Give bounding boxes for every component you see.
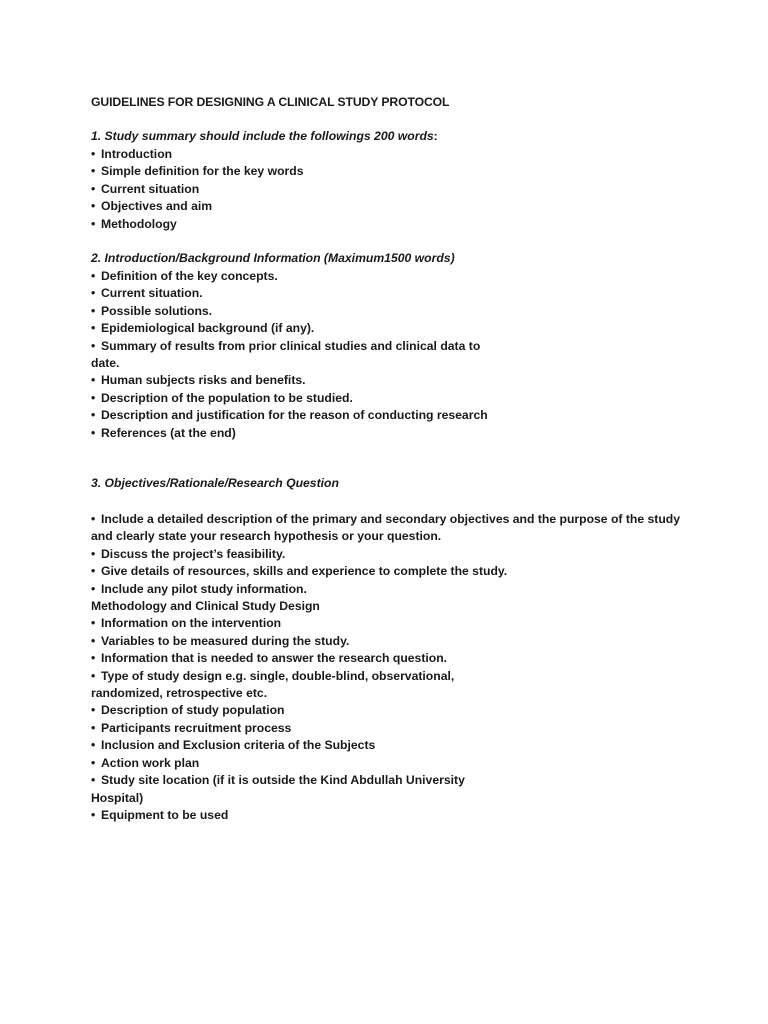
list-item-text: Epidemiological background (if any). (101, 321, 315, 336)
section-1-heading-colon: : (433, 129, 438, 143)
list-item (91, 563, 711, 580)
list-item (91, 320, 711, 337)
list-item-continuation (91, 355, 711, 372)
list-item-text: Include a detailed description of the primary and secondary objectives and the purpose of the study (101, 512, 681, 526)
list-item (91, 807, 711, 824)
list-item-text: Introduction (101, 147, 173, 161)
section-1-heading-text: 1. Study summary should include the followings 200 words (91, 129, 434, 143)
bullet: • (91, 269, 96, 283)
bullet: • (91, 755, 96, 770)
bullet: • (91, 581, 96, 596)
list-item (91, 668, 711, 685)
list-item-continuation (91, 790, 711, 807)
list-item (91, 303, 711, 320)
list-item-text: Definition of the key concepts. (101, 269, 278, 283)
list-item (91, 737, 711, 754)
list-item (91, 702, 711, 719)
list-item (91, 425, 711, 442)
list-item-text: Description of study population (101, 703, 285, 718)
bullet: • (91, 425, 96, 440)
section-1-heading (91, 129, 438, 143)
list-item-text: Current situation (101, 181, 200, 196)
section-2-list (91, 268, 711, 442)
list-item-continuation (91, 685, 711, 702)
bullet: • (91, 338, 96, 353)
list-item-text: Action work plan (101, 755, 200, 770)
list-item (91, 390, 711, 407)
list-item (91, 615, 711, 632)
bullet: • (91, 616, 96, 631)
list-item-text: Description and justification for the reason of conducting research (101, 408, 488, 423)
bullet: • (91, 408, 96, 423)
list-item-text: date. (91, 356, 120, 371)
list-item-text: Information on the intervention (101, 616, 282, 631)
list-item (91, 181, 711, 198)
bullet: • (91, 164, 96, 179)
list-item-text: Simple definition for the key words (101, 164, 304, 179)
list-item (91, 285, 711, 302)
bullet: • (91, 703, 96, 718)
section-2-heading: 2. Introduction/Background Information (Maximum1500 words) (91, 251, 455, 265)
list-item (91, 581, 711, 598)
bullet: • (91, 738, 96, 753)
list-item-text: Methodology (101, 216, 177, 231)
bullet: • (91, 807, 96, 822)
list-item-text: Study site location (if it is outside the Kind Abdullah University (101, 773, 465, 788)
list-item (91, 633, 711, 650)
list-item (91, 268, 711, 285)
list-item-text: Variables to be measured during the study. (101, 633, 350, 648)
list-item (91, 372, 711, 389)
list-item-text: Inclusion and Exclusion criteria of the Subjects (101, 738, 376, 753)
bullet: • (91, 286, 96, 301)
bullet: • (91, 651, 96, 666)
list-item-text: Participants recruitment process (101, 720, 292, 735)
list-item-text: Type of study design e.g. single, double-blind, observational, (101, 668, 455, 683)
list-item (91, 720, 711, 737)
list-item (91, 163, 711, 180)
bullet: • (91, 546, 96, 561)
document-title: GUIDELINES FOR DESIGNING A CLINICAL STUDY PROTOCOL (91, 95, 450, 109)
list-item-text: Information that is needed to answer the research question. (101, 651, 448, 666)
bullet: • (91, 720, 96, 735)
section-3-heading: 3. Objectives/Rationale/Research Question (91, 476, 339, 490)
list-item-text: Hospital) (91, 790, 144, 805)
list-item (91, 407, 711, 424)
list-item (91, 772, 711, 789)
bullet: • (91, 390, 96, 405)
bullet: • (91, 303, 96, 318)
list-item-text: Description of the population to be studied. (101, 390, 353, 405)
list-item-continuation (91, 528, 711, 545)
list-item-text: Discuss the project’s feasibility. (101, 546, 286, 561)
list-item (91, 216, 711, 233)
list-item-text: Objectives and aim (101, 199, 213, 214)
list-item-text: Include any pilot study information. (101, 581, 307, 596)
list-item-text: Human subjects risks and benefits. (101, 373, 306, 388)
list-item-text: Possible solutions. (101, 303, 213, 318)
list-item-text: and clearly state your research hypothesis or your question. (91, 529, 442, 544)
bullet: • (91, 773, 96, 788)
list-item-text: Methodology and Clinical Study Design (91, 599, 320, 614)
list-item-text: References (at the end) (101, 425, 236, 440)
bullet: • (91, 564, 96, 579)
bullet: • (91, 633, 96, 648)
list-item (91, 511, 711, 528)
list-item-text: Equipment to be used (101, 807, 229, 822)
list-item (91, 546, 711, 563)
list-item (91, 650, 711, 667)
section-3-list (91, 511, 711, 824)
list-item (91, 146, 711, 163)
bullet: • (91, 147, 96, 161)
bullet: • (91, 199, 96, 214)
bullet: • (91, 668, 96, 683)
list-item (91, 755, 711, 772)
bullet: • (91, 181, 96, 196)
subsection-label (91, 598, 711, 615)
list-item (91, 198, 711, 215)
list-item-text: Summary of results from prior clinical studies and clinical data to (101, 338, 481, 353)
section-1-list (91, 146, 711, 233)
bullet: • (91, 512, 96, 526)
bullet: • (91, 373, 96, 388)
bullet: • (91, 321, 96, 336)
list-item-text: Current situation. (101, 286, 203, 301)
bullet: • (91, 216, 96, 231)
list-item-text: Give details of resources, skills and experience to complete the study. (101, 564, 508, 579)
list-item-text: randomized, retrospective etc. (91, 686, 268, 701)
list-item (91, 338, 711, 355)
